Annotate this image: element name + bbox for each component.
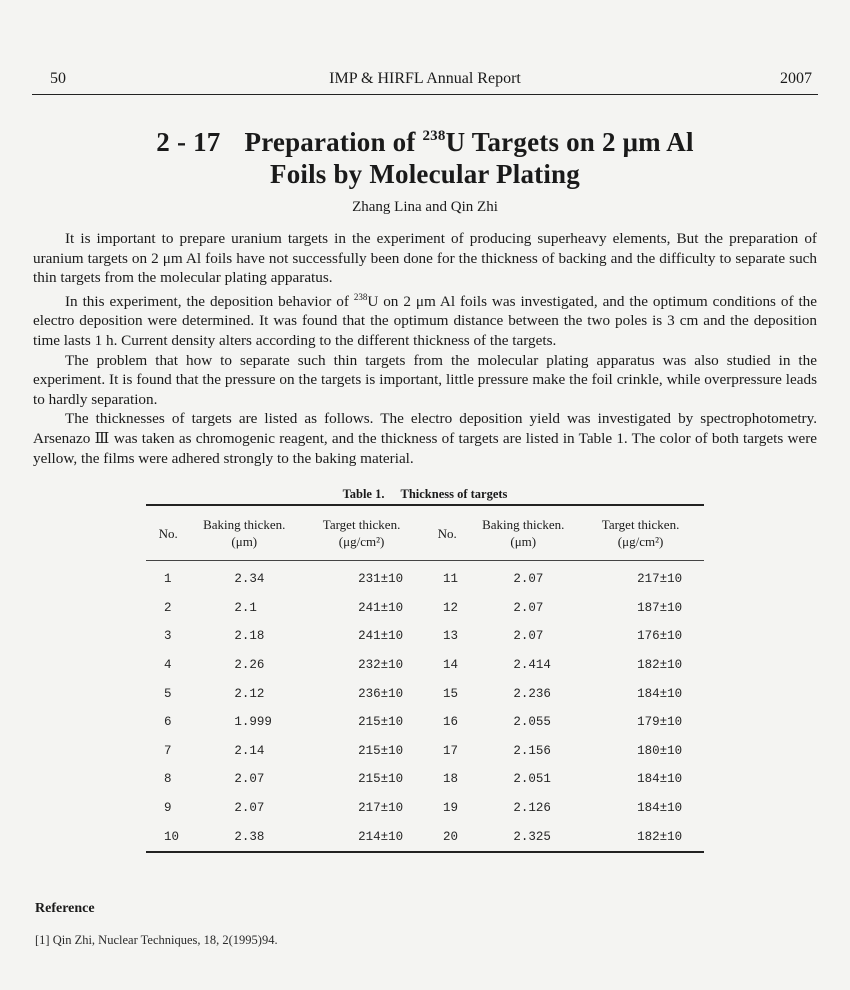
cell-no: 15	[442, 686, 458, 701]
title-part-1: Preparation of	[244, 127, 423, 157]
cell-target: 180±10	[637, 743, 683, 758]
title-line-2: Foils by Molecular Plating	[270, 159, 580, 189]
cell-no: 4	[164, 658, 172, 673]
cell-baking: 2.325	[513, 829, 551, 844]
cell-no: 20	[442, 829, 458, 844]
cell-target: 176±10	[637, 629, 683, 644]
paragraph-2	[33, 288, 817, 351]
cell-no: 8	[164, 772, 172, 787]
cell-no: 3	[164, 629, 172, 644]
cell-target: 215±10	[358, 715, 404, 730]
cell-baking: 2.26	[234, 658, 265, 673]
table-row	[146, 708, 704, 737]
header-target-label: Target thicken.	[322, 517, 401, 532]
table-row	[146, 594, 704, 623]
paragraph-3: The problem that how to separate such thin targets from the molecular plating apparatus was also studied in the experiment. It is found that the pressure on the targets is important, little pressure make the foil crinkle, while overpressure leads to hardly separation.	[33, 351, 817, 408]
header-target-unit: (μg/cm²)	[617, 534, 664, 549]
running-header	[32, 68, 818, 95]
cell-no: 11	[442, 572, 458, 587]
cell-target: 236±10	[358, 686, 404, 701]
table-header-row	[146, 505, 704, 561]
cell-baking: 1.999	[234, 715, 272, 730]
table-row	[146, 679, 704, 708]
authors: Zhang Lina and Qin Zhi	[352, 199, 498, 215]
table-title: Thickness of targets	[400, 487, 508, 501]
cell-baking: 2.07	[513, 572, 544, 587]
cell-no: 14	[442, 658, 458, 673]
cell-target: 184±10	[637, 772, 683, 787]
header-baking-1	[190, 505, 298, 561]
header-target-label: Target thicken.	[601, 517, 680, 532]
cell-target: 241±10	[358, 629, 404, 644]
header-baking-unit: (μm)	[510, 534, 537, 549]
header-baking-label: Baking thicken.	[482, 517, 565, 532]
cell-no: 12	[442, 600, 458, 615]
cell-no: 6	[164, 715, 172, 730]
reference-item: [1] Qin Zhi, Nuclear Techniques, 18, 2(1995)94.	[35, 933, 278, 947]
cell-target: 184±10	[637, 686, 683, 701]
table-row	[146, 737, 704, 766]
paragraph-2-sup: 238	[353, 291, 368, 302]
journal-title: IMP & HIRFL Annual Report	[329, 70, 521, 87]
cell-target: 182±10	[637, 829, 683, 844]
cell-target: 214±10	[358, 829, 404, 844]
cell-target: 231±10	[358, 572, 404, 587]
header-baking-unit: (μm)	[231, 534, 258, 549]
cell-target: 184±10	[637, 801, 683, 816]
cell-no: 19	[442, 801, 458, 816]
cell-baking: 2.236	[513, 686, 551, 701]
title-line-1	[0, 120, 850, 158]
cell-baking: 2.14	[234, 743, 265, 758]
article-title	[0, 120, 850, 190]
table-row	[146, 561, 704, 594]
header-target-1	[298, 505, 425, 561]
paragraph-2-start: In this experiment, the deposition behavior of	[65, 292, 354, 310]
cell-target: 217±10	[637, 572, 683, 587]
header-baking-label: Baking thicken.	[203, 517, 286, 532]
cell-no: 18	[442, 772, 458, 787]
cell-target: 215±10	[358, 743, 404, 758]
table-label: Table 1.	[342, 487, 385, 501]
cell-baking: 2.34	[234, 572, 265, 587]
paragraph-1: It is important to prepare uranium targets in the experiment of producing superheavy elements, But the preparation of uranium targets on 2 μm Al foils have not successfully been done for the thickness of backing and the difficulty to separate such thin targets from the molecular plating apparatus.	[33, 230, 817, 287]
cell-baking: 2.38	[234, 829, 265, 844]
header-year: 2007	[780, 70, 812, 87]
cell-target: 187±10	[637, 600, 683, 615]
cell-baking: 2.126	[513, 801, 551, 816]
article-number: 2 - 17	[156, 127, 221, 157]
cell-target: 179±10	[637, 715, 683, 730]
cell-baking: 2.07	[234, 772, 265, 787]
paragraph-4: The thicknesses of targets are listed as follows. The electro deposition yield was investigated by spectrophotometry. Arsenazo Ⅲ was taken as chromogenic reagent, and the thickness of targets are listed in Table 1. The color of both targets were yellow, the films were adhered strongly to the baking material.	[33, 410, 817, 467]
cell-baking: 2.12	[234, 686, 265, 701]
cell-baking: 2.07	[234, 801, 265, 816]
cell-target: 215±10	[358, 772, 404, 787]
cell-target: 217±10	[358, 801, 404, 816]
table-row	[146, 765, 704, 794]
table-row	[146, 651, 704, 680]
cell-no: 16	[442, 715, 458, 730]
cell-no: 7	[164, 743, 172, 758]
table-row	[146, 622, 704, 651]
cell-no: 5	[164, 686, 172, 701]
article-body	[33, 229, 817, 468]
reference-heading: Reference	[35, 901, 95, 916]
cell-baking: 2.414	[513, 658, 551, 673]
cell-target: 241±10	[358, 600, 404, 615]
header-no-1: No.	[158, 525, 178, 541]
cell-baking: 2.07	[513, 629, 544, 644]
header-target-unit: (μg/cm²)	[338, 534, 385, 549]
title-part-2: U Targets on 2 μm Al	[445, 127, 694, 157]
table-caption	[0, 487, 850, 502]
cell-no: 1	[164, 572, 172, 587]
page-number: 50	[50, 70, 66, 87]
cell-baking: 2.055	[513, 715, 551, 730]
isotope-mass: 238	[422, 128, 446, 144]
cell-baking: 2.07	[513, 600, 544, 615]
cell-baking: 2.156	[513, 743, 551, 758]
header-no-2: No.	[437, 525, 457, 541]
cell-no: 13	[442, 629, 458, 644]
cell-no: 17	[442, 743, 458, 758]
cell-target: 182±10	[637, 658, 683, 673]
cell-no: 10	[164, 829, 180, 844]
cell-target: 232±10	[358, 658, 404, 673]
table-row	[146, 822, 704, 852]
paragraph-2-end: U on 2 μm Al foils was investigated, and the optimum conditions of the electro deposition were determined. It was found that the optimum distance between the two poles is 3 cm and the deposition time lasts 1 h. Current density alters according to the different thickness of the targets.	[33, 292, 818, 350]
cell-baking: 2.18	[234, 629, 265, 644]
header-baking-2	[469, 505, 577, 561]
cell-no: 2	[164, 600, 172, 615]
cell-baking: 2.1	[234, 600, 257, 615]
table-row	[146, 794, 704, 823]
thickness-table	[146, 504, 704, 853]
cell-baking: 2.051	[513, 772, 551, 787]
header-target-2	[577, 505, 704, 561]
cell-no: 9	[164, 801, 172, 816]
